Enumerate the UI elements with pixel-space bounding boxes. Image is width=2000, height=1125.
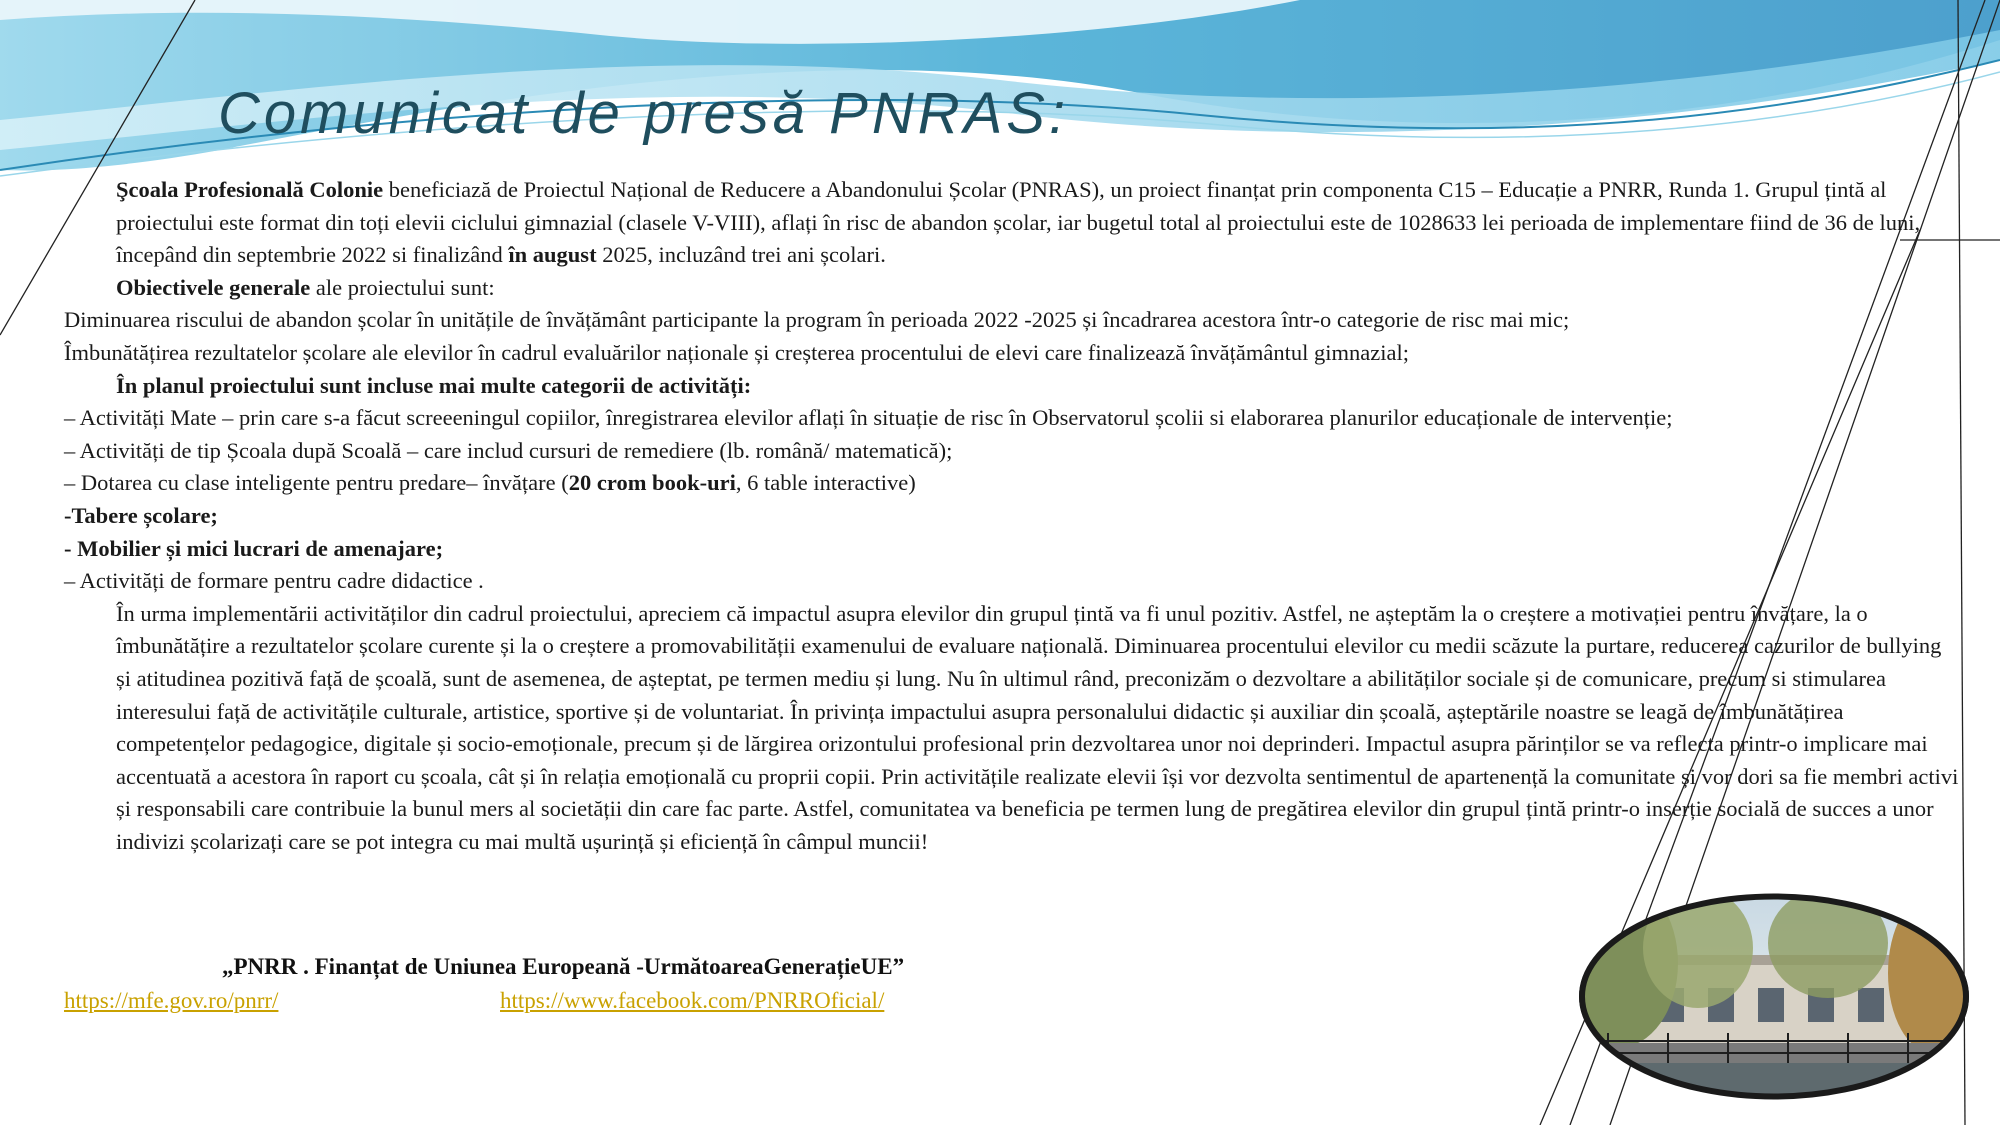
activity-item: – Activități de formare pentru cadre didactice .: [64, 568, 484, 594]
objective-item: Diminuarea riscului de abandon școlar în unitățile de învățământ participante la program în perioada 2022 -2025 și încadrarea acestora într-o categorie de risc mai mic;: [64, 307, 1570, 333]
activity-item: – Activități de tip Școala după Scoală – care includ cursuri de remediere (lb. română/ matematică);: [64, 437, 953, 463]
mfe-link[interactable]: https://mfe.gov.ro/pnrr/: [64, 988, 279, 1013]
activity-item: - Mobilier și mici lucrari de amenajare;: [64, 535, 444, 561]
activity-item: – Activități Mate – prin care s-a făcut screeeningul copiilor, înregistrarea elevilor aflați în situație de risc în Observatorul școlii si elaborarea planurilor educaționale de intervenție;: [64, 405, 1673, 431]
activity-item: – Dotarea cu clase inteligente pentru predare– învățare (20 crom book-uri, 6 table interactive): [64, 470, 916, 496]
activity-item: -Tabere școlare;: [64, 502, 218, 528]
objective-item: Îmbunătățirea rezultatelor școlare ale elevilor în cadrul evaluărilor naționale și creșterea procentului de elevi care finalizează învățământul gimnazial;: [64, 339, 1409, 365]
page-title: Comunicat de presă PNRAS:: [218, 81, 1070, 146]
intro-paragraph: Şcoala Profesională Colonie beneficiază de Proiectul Național de Reducere a Abandonului Școlar (PNRAS), un proiect finanțat prin componenta C15 – Educație a PNRR, Runda 1. Grupul țintă al proiectului este format din toți elevii ciclului gimnazial (clasele V-VIII), aflați în risc de abandon școlar, iar bugetul total al proiectului este de 1028633 lei perioada de implementare fiind de 36 de luni, începând din septembrie 2022 si finalizând în august 2025, incluzând trei ani școlari.: [116, 177, 1921, 268]
facebook-link[interactable]: https://www.facebook.com/PNRROficial/: [500, 988, 885, 1013]
activities-heading: În planul proiectului sunt incluse mai multe categorii de activități:: [116, 372, 752, 398]
pnrr-slogan: „PNRR . Finanțat de Uniunea Europeană -UrmătoareaGenerațieUE”: [222, 954, 905, 979]
school-name: Şcoala Profesională Colonie: [116, 177, 384, 202]
school-photo: [1578, 893, 1970, 1100]
press-release-body: [64, 174, 1959, 858]
objectives-heading: Obiectivele generale ale proiectului sunt:: [116, 274, 495, 300]
impact-paragraph: În urma implementării activităților din cadrul proiectului, apreciem că impactul asupra elevilor din grupul țintă va fi unul pozitiv. Astfel, ne așteptăm la o creștere a motivației pentru învățare, la o îmbunătățire a rezultatelor școlare curente și la o creștere a promovabilității examenului de evaluare națională. Diminuarea procentului elevilor cu medii scăzute la purtare, reducerea cazurilor de bullying și atitudinea pozitivă față de școală, sunt de asemenea, de așteptat, pe termen mediu și lung. Nu în ultimul rând, preconizăm o dezvoltare a abilităților sociale și de comunicare, precum si stimularea interesului față de activitățile culturale, artistice, sportive și de voluntariat. În privința impactului asupra personalului didactic și auxiliar din școală, așteptările noastre se leagă de îmbunătățirea competențelor pedagogice, digitale și socio-emoționale, precum și de lărgirea orizontului profesional prin dezvoltarea unor noi deprinderi. Impactul asupra părinților se va reflecta printr-o implicare mai accentuată a acestora în raport cu școala, cât și în relația emoțională cu proprii copii. Prin activitățile realizate elevii își vor dezvolta sentimentul de apartenență la comunitate și vor dori sa fie membri activi și responsabili care contribuie la bunul mers al societății din care fac parte. Astfel, comunitatea va beneficia pe termen lung de pregătirea elevilor din grupul țintă printr-o inserție socială de succes a unor indivizi școlarizați care se pot integra cu mai multă ușurință și eficiență în câmpul muncii!: [116, 600, 1959, 854]
